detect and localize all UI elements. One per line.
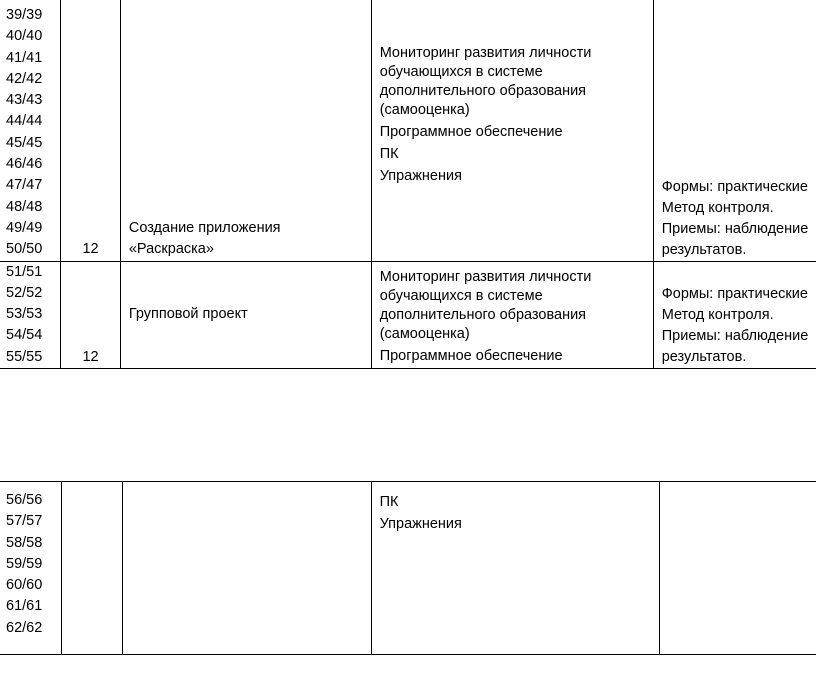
forms-line: Метод контроля.	[661, 306, 774, 323]
monitoring-line: обучающихся в системе	[379, 64, 543, 81]
monitoring-cell	[371, 261, 653, 368]
monitoring-line: (самооценка)	[379, 102, 470, 119]
table-row	[0, 0, 816, 261]
forms-line: Формы: практические	[661, 178, 808, 195]
forms-line: Формы: практические	[661, 285, 808, 302]
lesson-number: 44/44	[6, 113, 43, 130]
lesson-number: 52/52	[6, 284, 43, 301]
lesson-number: 59/59	[6, 555, 43, 572]
monitoring-line: Упражнения	[379, 516, 462, 532]
lesson-number: 60/60	[6, 577, 43, 594]
lesson-number: 47/47	[6, 177, 43, 194]
monitoring-line: Программное обеспечение	[379, 347, 563, 364]
lesson-number: 62/62	[6, 619, 43, 636]
monitoring-line: ПК	[379, 146, 399, 163]
topic-line: «Раскраска»	[128, 241, 214, 258]
topic-cell	[120, 0, 371, 261]
forms-line: результатов.	[661, 241, 747, 258]
table-row	[0, 482, 816, 655]
hours-value: 12	[82, 241, 99, 258]
monitoring-line: (самооценка)	[379, 325, 470, 342]
lesson-number: 39/39	[6, 6, 43, 23]
forms-cell	[653, 0, 816, 261]
table-row	[0, 261, 816, 368]
topic-line: Создание приложения	[128, 219, 281, 236]
topic-cell	[123, 482, 371, 655]
hours-cell	[62, 482, 123, 655]
lesson-number: 54/54	[6, 327, 43, 344]
lesson-number: 53/53	[6, 306, 43, 323]
monitoring-line: ПК	[379, 494, 399, 510]
monitoring-cell	[371, 0, 653, 261]
monitoring-line: Упражнения	[379, 168, 462, 185]
topic-cell	[120, 261, 371, 368]
forms-line: Приемы: наблюдение	[661, 327, 809, 344]
forms-line: Приемы: наблюдение	[661, 220, 809, 237]
lesson-number: 46/46	[6, 156, 43, 173]
hours-value: 12	[82, 348, 99, 365]
monitoring-line: обучающихся в системе	[379, 287, 543, 304]
monitoring-line: Мониторинг развития личности	[379, 268, 592, 285]
monitoring-line: Мониторинг развития личности	[379, 45, 592, 62]
lesson-numbers-cell	[0, 0, 61, 261]
lesson-number: 45/45	[6, 134, 43, 151]
lesson-plan-table-bottom	[0, 481, 816, 655]
forms-cell	[660, 482, 816, 655]
forms-line: Метод контроля.	[661, 199, 774, 216]
lesson-number: 40/40	[6, 28, 43, 45]
lesson-number: 56/56	[6, 492, 43, 508]
lesson-number: 51/51	[6, 263, 43, 280]
forms-line: результатов.	[661, 348, 747, 365]
lesson-number: 41/41	[6, 49, 43, 66]
lesson-number: 55/55	[6, 348, 43, 365]
monitoring-line: дополнительного образования	[379, 306, 587, 323]
monitoring-line: дополнительного образования	[379, 83, 587, 100]
lesson-numbers-cell	[0, 261, 61, 368]
lesson-number: 58/58	[6, 534, 43, 551]
lesson-number: 50/50	[6, 241, 43, 258]
lesson-number: 61/61	[6, 598, 43, 615]
hours-cell	[61, 261, 121, 368]
hours-cell	[61, 0, 121, 261]
lesson-numbers-cell	[0, 482, 62, 655]
lesson-number: 57/57	[6, 513, 43, 530]
lesson-number: 49/49	[6, 219, 43, 236]
lesson-number: 48/48	[6, 198, 43, 215]
forms-cell	[653, 261, 816, 368]
monitoring-line: Программное обеспечение	[379, 124, 563, 141]
lesson-number: 43/43	[6, 92, 43, 109]
lesson-number: 42/42	[6, 70, 43, 87]
monitoring-cell	[371, 482, 659, 655]
topic-line: Групповой проект	[128, 306, 248, 323]
